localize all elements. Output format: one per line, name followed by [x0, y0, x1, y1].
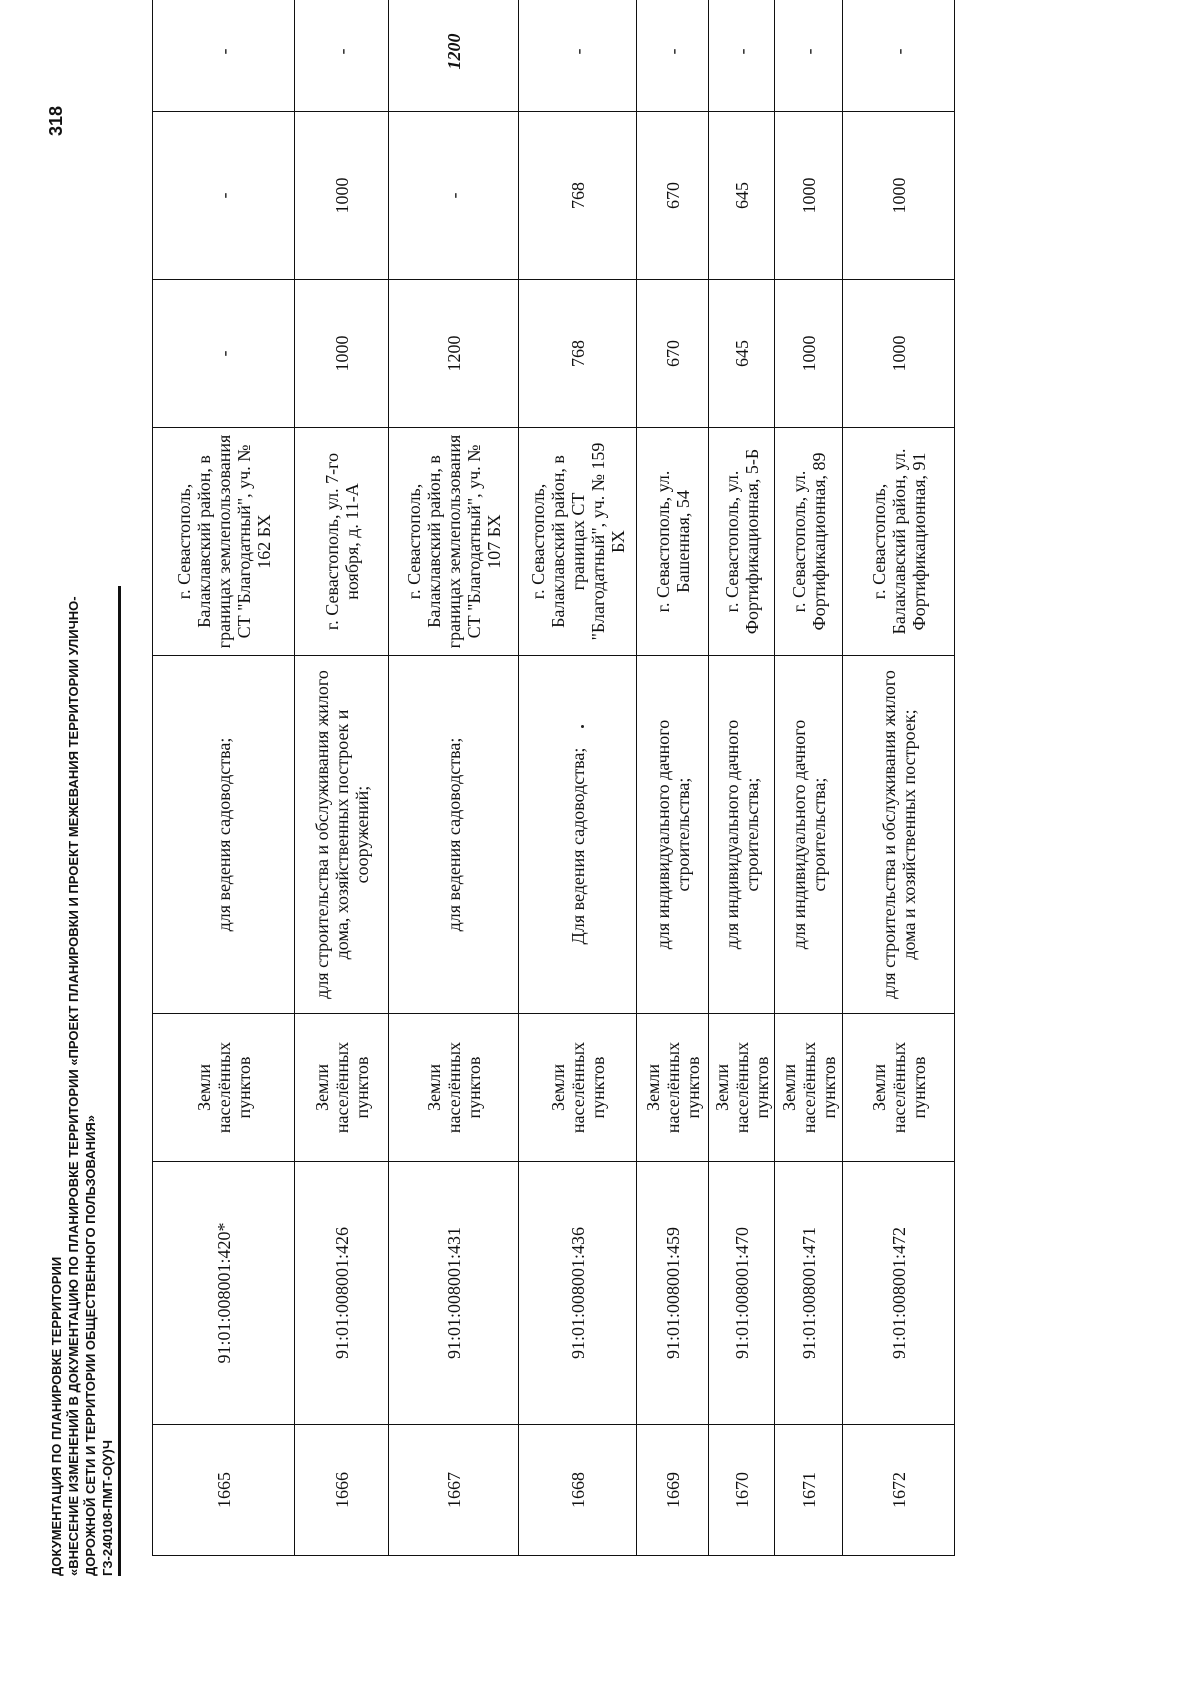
area-cell: - — [519, 0, 637, 112]
table-row — [709, 0, 775, 1556]
address-cell: г. Севастополь, Балаклавский район, в границах землепользования СТ "Благодатный", уч. № 107 БХ — [389, 428, 519, 656]
cadastral-number-cell: 91:01:008001:459 — [637, 1162, 709, 1425]
area-cell: 1000 — [843, 112, 955, 280]
area-cell: 645 — [709, 112, 775, 280]
permitted-use-cell: для индивидуального дачного строительства; — [709, 656, 775, 1014]
cadastral-number-cell: 91:01:008001:471 — [775, 1162, 843, 1425]
land-category-cell: Земли населённых пунктов — [843, 1014, 955, 1162]
address-cell: г. Севастополь, Балаклавский район, ул. Фортификационная, 91 — [843, 428, 955, 656]
land-category-cell: Земли населённых пунктов — [389, 1014, 519, 1162]
header-line: ДОКУМЕНТАЦИЯ ПО ПЛАНИРОВКЕ ТЕРРИТОРИИ — [49, 1256, 64, 1576]
permitted-use-cell — [519, 656, 637, 1014]
area-cell: - — [295, 0, 389, 112]
row-number-cell: 1668 — [519, 1425, 637, 1556]
area-cell: 645 — [709, 280, 775, 428]
cadastral-number-cell: 91:01:008001:470 — [709, 1162, 775, 1425]
scan-speck — [581, 725, 584, 728]
land-category-cell: Земли населённых пунктов — [295, 1014, 389, 1162]
row-number-cell: 1669 — [637, 1425, 709, 1556]
land-plots-table — [152, 0, 955, 1556]
cadastral-number-cell: 91:01:008001:436 — [519, 1162, 637, 1425]
area-cell: 1000 — [295, 280, 389, 428]
area-cell: 670 — [637, 112, 709, 280]
land-category-cell: Земли населённых пунктов — [153, 1014, 295, 1162]
area-cell: - — [709, 0, 775, 112]
land-category-cell: Земли населённых пунктов — [709, 1014, 775, 1162]
row-number-cell: 1665 — [153, 1425, 295, 1556]
row-number-cell: 1672 — [843, 1425, 955, 1556]
permitted-use-cell: для ведения садоводства; — [153, 656, 295, 1014]
permitted-use-cell: для строительства и обслуживания жилого дома, хозяйственных построек и сооружений; — [295, 656, 389, 1014]
address-cell: г. Севастополь, ул. Башенная, 54 — [637, 428, 709, 656]
land-category-cell: Земли населённых пунктов — [519, 1014, 637, 1162]
area-cell: - — [153, 0, 295, 112]
header-line: ДОРОЖНОЙ СЕТИ И ТЕРРИТОРИИ ОБЩЕСТВЕННОГО ПОЛЬЗОВАНИЯ» — [83, 1115, 98, 1576]
area-cell: 1200 — [389, 280, 519, 428]
permitted-use-cell: для индивидуального дачного строительства; — [775, 656, 843, 1014]
area-cell: - — [153, 280, 295, 428]
cadastral-number-cell: 91:01:008001:426 — [295, 1162, 389, 1425]
area-cell: 768 — [519, 280, 637, 428]
area-cell: 1000 — [775, 280, 843, 428]
permitted-use-text: Для ведения садоводства; — [567, 747, 588, 945]
table-row — [295, 0, 389, 1556]
table-row — [843, 0, 955, 1556]
address-cell: г. Севастополь, Балаклавский район, в границах землепользования СТ "Благодатный", уч. № 162 БХ — [153, 428, 295, 656]
cadastral-number-cell: 91:01:008001:420* — [153, 1162, 295, 1425]
area-cell: - — [153, 112, 295, 280]
header-divider — [118, 586, 121, 1576]
document-header — [48, 576, 116, 1576]
table-row — [775, 0, 843, 1556]
table-row — [389, 0, 519, 1556]
table-row — [637, 0, 709, 1556]
cadastral-number-cell: 91:01:008001:472 — [843, 1162, 955, 1425]
area-cell: - — [389, 112, 519, 280]
header-line: «ВНЕСЕНИЕ ИЗМЕНЕНИЙ В ДОКУМЕНТАЦИЮ ПО ПЛАНИРОВКЕ ТЕРРИТОРИИ «ПРОЕКТ ПЛАНИРОВКИ И ПРОЕКТ МЕЖЕВАНИЯ ТЕРРИТОРИИ УЛИЧНО- — [66, 596, 81, 1576]
table-row — [153, 0, 295, 1556]
area-cell: - — [843, 0, 955, 112]
address-cell: г. Севастополь, ул. 7-го ноября, д. 11-А — [295, 428, 389, 656]
area-cell: 1000 — [775, 112, 843, 280]
address-cell: г. Севастополь, ул. Фортификационная, 5-Б — [709, 428, 775, 656]
permitted-use-cell: для индивидуального дачного строительства; — [637, 656, 709, 1014]
area-cell: - — [775, 0, 843, 112]
area-cell: 670 — [637, 280, 709, 428]
area-cell: 1000 — [843, 280, 955, 428]
address-cell: г. Севастополь, ул. Фортификационная, 89 — [775, 428, 843, 656]
permitted-use-cell: для строительства и обслуживания жилого дома и хозяйственных построек; — [843, 656, 955, 1014]
page-number: 318 — [46, 106, 66, 137]
row-number-cell: 1670 — [709, 1425, 775, 1556]
header-line: ГЗ-240108-ПМТ-О(У)Ч — [100, 1440, 115, 1576]
row-number-cell: 1666 — [295, 1425, 389, 1556]
permitted-use-cell: для ведения садоводства; — [389, 656, 519, 1014]
address-cell: г. Севастополь, Балаклавский район, в границах СТ "Благодатный", уч. № 159 БХ — [519, 428, 637, 656]
area-cell: 768 — [519, 112, 637, 280]
area-cell: 1000 — [295, 112, 389, 280]
area-cell: 1200 — [389, 0, 519, 112]
area-cell: - — [637, 0, 709, 112]
land-category-cell: Земли населённых пунктов — [775, 1014, 843, 1162]
cadastral-number-cell: 91:01:008001:431 — [389, 1162, 519, 1425]
row-number-cell: 1671 — [775, 1425, 843, 1556]
row-number-cell: 1667 — [389, 1425, 519, 1556]
table-row — [519, 0, 637, 1556]
land-category-cell: Земли населённых пунктов — [637, 1014, 709, 1162]
